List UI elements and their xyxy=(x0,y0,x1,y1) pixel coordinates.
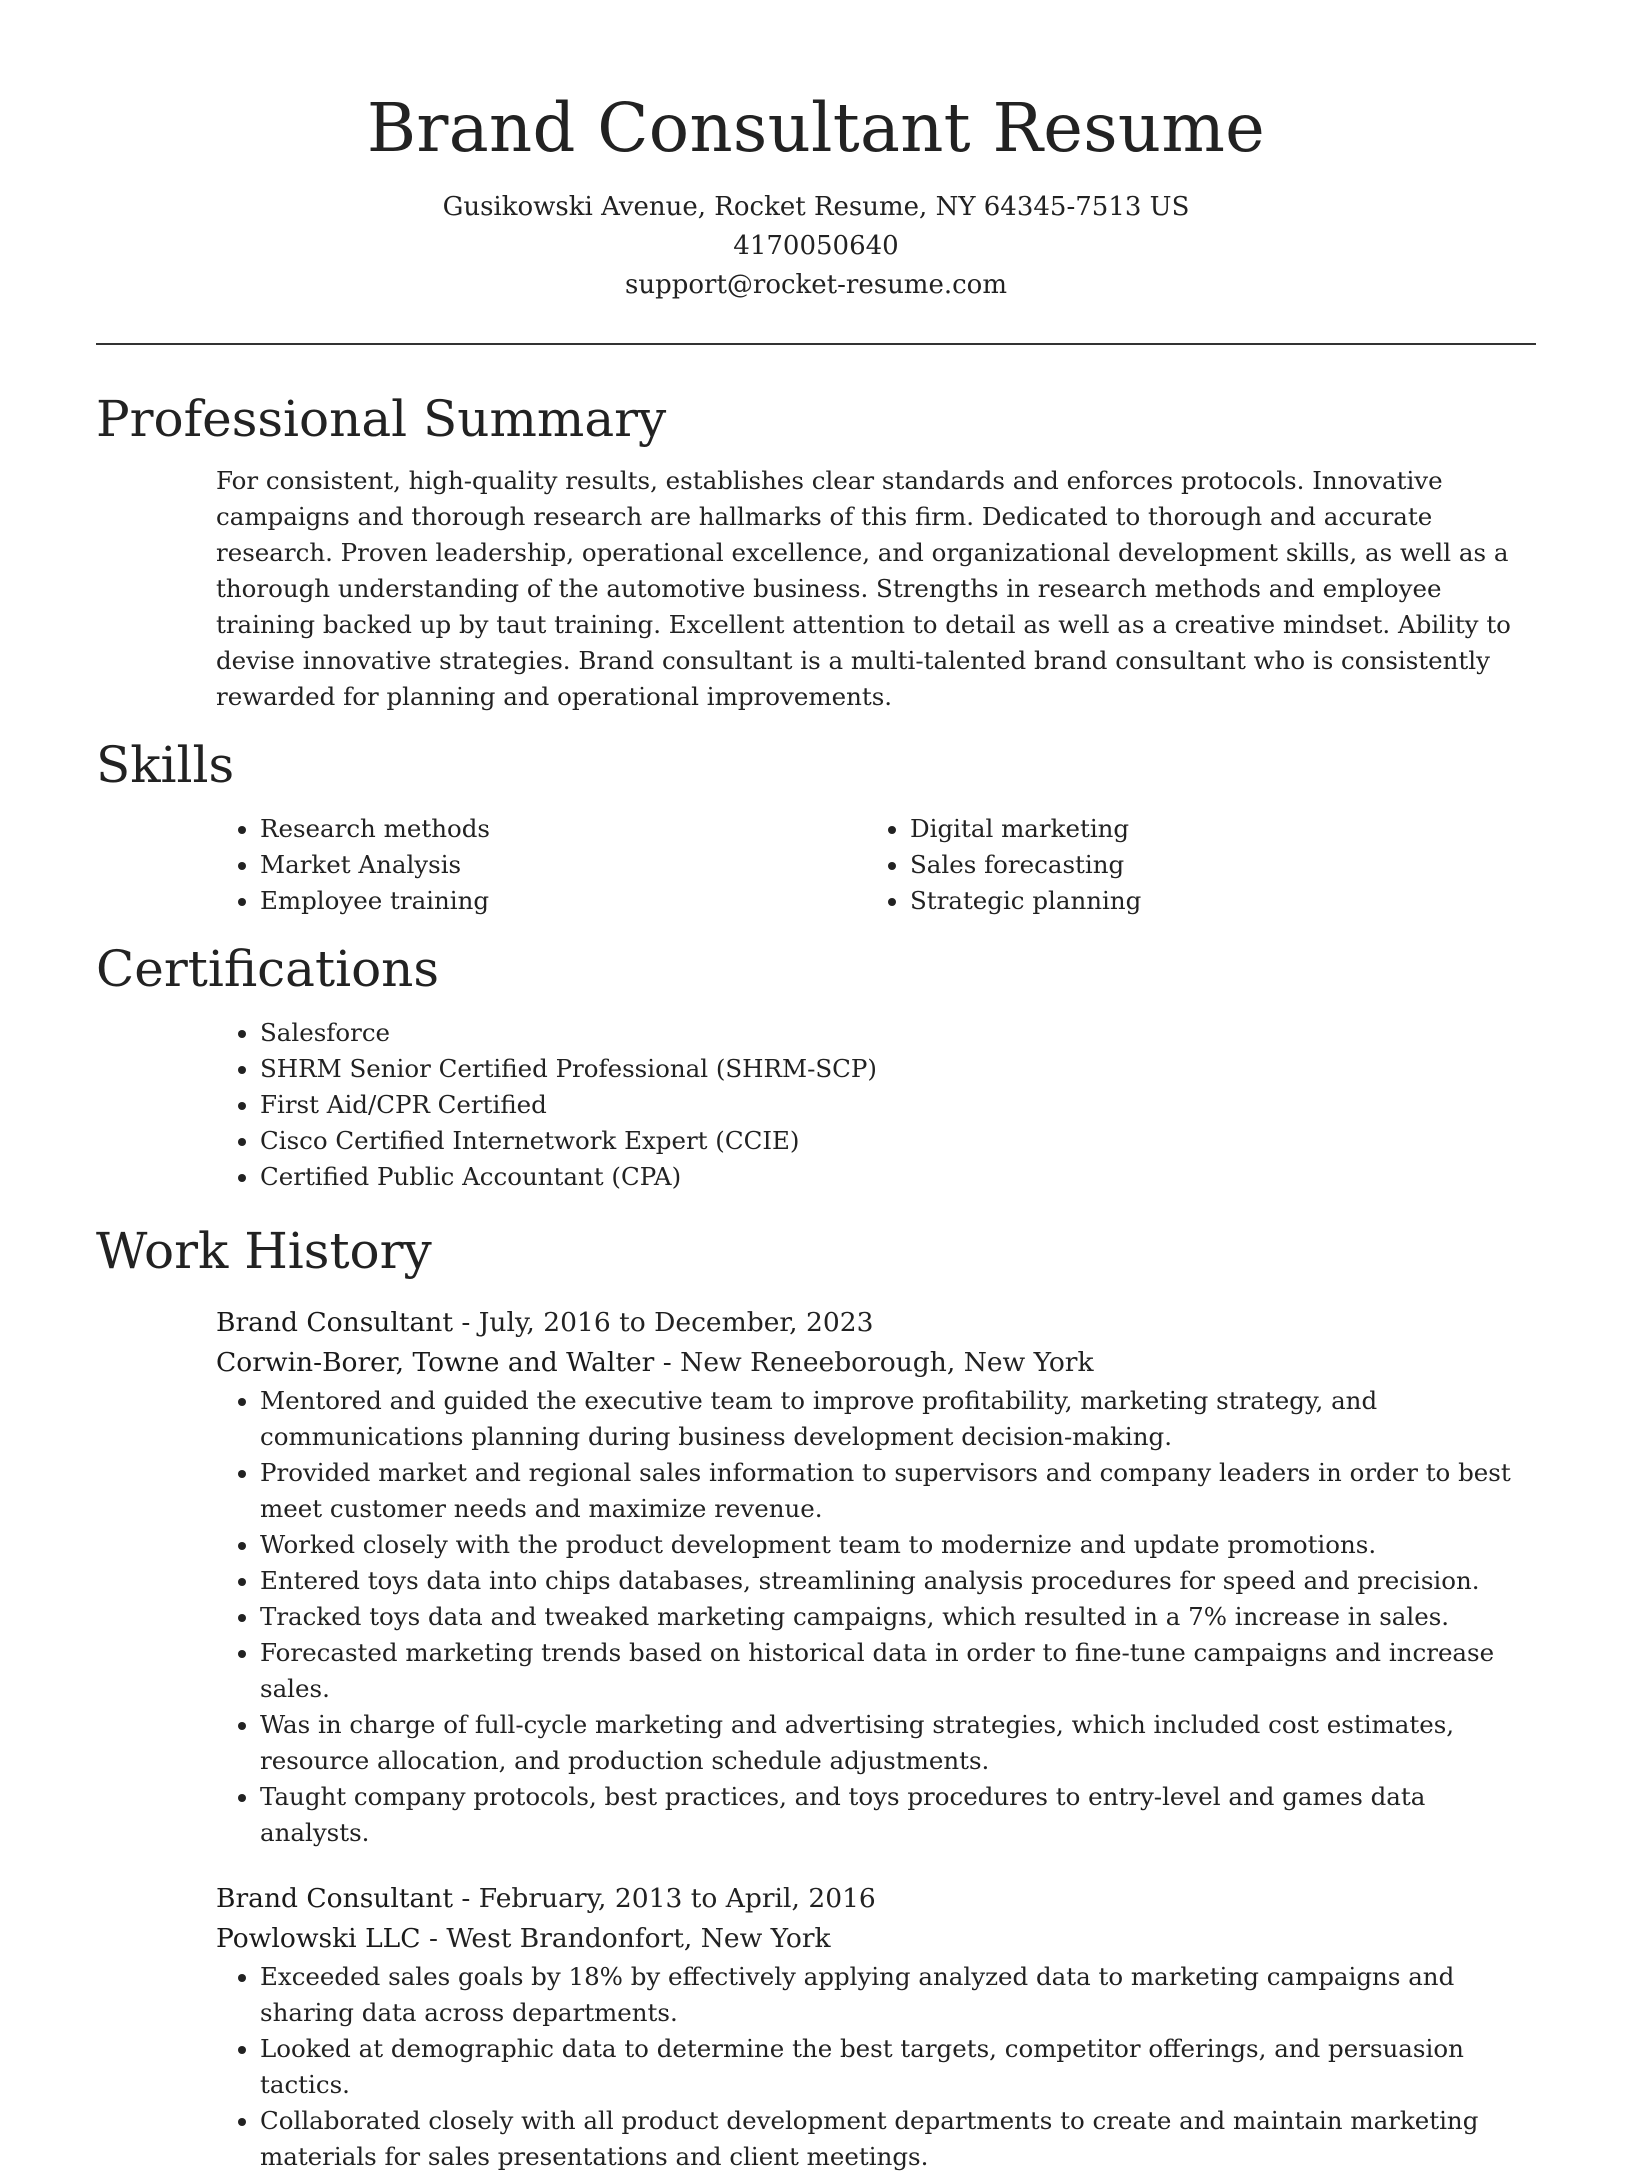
job-bullet: • Collaborated closely with all product development departments to create and maintain marketing materials for sales presentations and client meetings. xyxy=(260,2103,1536,2175)
job-dates: - July, 2016 to December, 2023 xyxy=(453,1307,874,1338)
job-location: - West Brandonfort, New York xyxy=(420,1923,831,1954)
job-bullet: • Entered toys data into chips databases, streamlining analysis procedures for speed and precision. xyxy=(260,1563,1536,1599)
certification-item: • Cisco Certified Internetwork Expert (CCIE) xyxy=(260,1123,1536,1159)
skills-list-left xyxy=(216,811,866,919)
skills-section xyxy=(96,735,1536,919)
job-title-line xyxy=(216,1879,1536,1919)
skill-item: • Sales forecasting xyxy=(910,847,1516,883)
job-bullet: • Taught company protocols, best practices, and toys procedures to entry-level and games data analysts. xyxy=(260,1779,1536,1851)
resume-page xyxy=(96,0,1536,2175)
contact-address: Gusikowski Avenue, Rocket Resume, NY 64345-7513 US xyxy=(442,192,1190,222)
job-bullet: • Exceeded sales goals by 18% by effectively applying analyzed data to marketing campaigns and sharing data across departments. xyxy=(260,1959,1536,2031)
certifications-section xyxy=(96,939,1536,1195)
skills-heading: Skills xyxy=(96,736,235,794)
job-entry xyxy=(216,1879,1536,2175)
skills-grid xyxy=(216,811,1536,919)
skills-list-right xyxy=(866,811,1516,919)
job-bullet: • Provided market and regional sales information to supervisors and company leaders in order to best meet customer needs and maximize revenue. xyxy=(260,1455,1536,1527)
skills-column-right xyxy=(866,811,1516,919)
header-divider xyxy=(96,343,1536,345)
certifications-list-wrapper xyxy=(216,1015,1536,1195)
skill-item: • Digital marketing xyxy=(910,811,1516,847)
summary-text: For consistent, high-quality results, establishes clear standards and enforces protocols. Innovative campaigns and thorough research are hallmarks of this firm. Dedicated to thorough and accurate research. Proven leadership, operational excellence, and organizational development skills, as well as a thorough understanding of the automotive business. Strengths in research methods and employee training backed up by taut training. Excellent attention to detail as well as a creative mindset. Ability to devise innovative strategies. Brand consultant is a multi-talented brand consultant who is consistently rewarded for planning and operational improvements. xyxy=(216,466,1511,711)
job-title: Brand Consultant xyxy=(216,1307,453,1338)
certification-item: • First Aid/CPR Certified xyxy=(260,1087,1536,1123)
contact-email: support@rocket-resume.com xyxy=(624,270,1007,300)
summary-section xyxy=(96,389,1536,715)
job-bullets xyxy=(216,1959,1536,2175)
job-title-line xyxy=(216,1303,1536,1343)
job-location: - New Reneeborough, New York xyxy=(654,1347,1094,1378)
job-dates: - February, 2013 to April, 2016 xyxy=(453,1883,876,1914)
skill-item: • Strategic planning xyxy=(910,883,1516,919)
certification-item: • Certified Public Accountant (CPA) xyxy=(260,1159,1536,1195)
job-bullet: • Tracked toys data and tweaked marketing campaigns, which resulted in a 7% increase in sales. xyxy=(260,1599,1536,1635)
job-entry xyxy=(216,1303,1536,1851)
certification-item: • Salesforce xyxy=(260,1015,1536,1051)
work-history-section xyxy=(96,1221,1536,2175)
job-company: Corwin-Borer, Towne and Walter xyxy=(216,1347,655,1378)
job-bullets xyxy=(216,1383,1536,1851)
skill-item: • Research methods xyxy=(260,811,866,847)
job-bullet: • Was in charge of full-cycle marketing and advertising strategies, which included cost estimates, resource allocation, and production schedule adjustments. xyxy=(260,1707,1536,1779)
work-history-heading: Work History xyxy=(96,1222,432,1280)
certifications-heading: Certifications xyxy=(96,940,440,998)
resume-title: Brand Consultant Resume xyxy=(366,89,1266,167)
job-title: Brand Consultant xyxy=(216,1883,453,1914)
job-company-line xyxy=(216,1343,1536,1383)
skills-column-left xyxy=(216,811,866,919)
certifications-list xyxy=(216,1015,1536,1195)
certification-item: • SHRM Senior Certified Professional (SHRM-SCP) xyxy=(260,1051,1536,1087)
job-bullet: • Forecasted marketing trends based on historical data in order to fine-tune campaigns and increase sales. xyxy=(260,1635,1536,1707)
summary-heading: Professional Summary xyxy=(96,390,667,448)
job-company: Powlowski LLC xyxy=(216,1923,421,1954)
contact-phone: 4170050640 xyxy=(733,231,899,261)
job-bullet: • Looked at demographic data to determine the best targets, competitor offerings, and persuasion tactics. xyxy=(260,2031,1536,2103)
job-company-line xyxy=(216,1919,1536,1959)
job-bullet: • Mentored and guided the executive team to improve profitability, marketing strategy, and communications planning during business development decision-making. xyxy=(260,1383,1536,1455)
skill-item: • Market Analysis xyxy=(260,847,866,883)
contact-block xyxy=(96,188,1536,305)
skill-item: • Employee training xyxy=(260,883,866,919)
job-bullet: • Worked closely with the product development team to modernize and update promotions. xyxy=(260,1527,1536,1563)
